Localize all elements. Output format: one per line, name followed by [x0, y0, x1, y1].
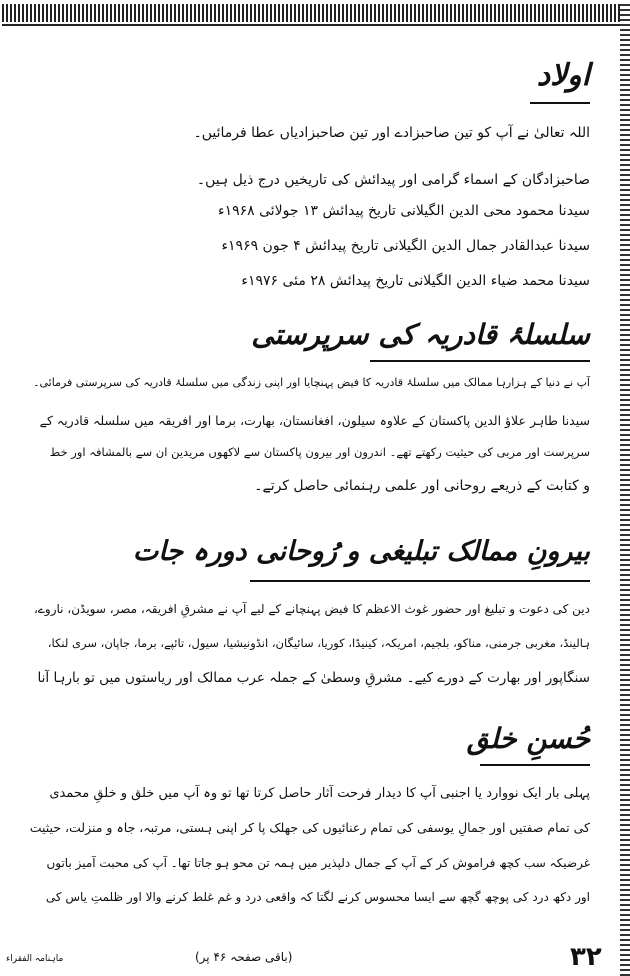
heading-text: حُسنِ خلق: [466, 722, 590, 755]
decorative-top-border: [2, 4, 628, 22]
text-line: آپ نے دنیا کے ہزارہا ممالک میں سلسلۂ قادریہ کا فیض پہنچایا اور اپنی زندگی میں سلسلۂ قادریہ کی سرپرستی فرمائی۔: [33, 376, 590, 389]
section-heading-qadri-patronage: [251, 318, 590, 351]
heading-text: بیرونِ ممالک تبلیغی و رُوحانی دورہ جات: [132, 536, 590, 567]
text-line: سنگاپور اور بھارت کے دورے کیے۔ مشرقِ وسطیٰ کے جملہ عرب ممالک اور ریاستوں میں تو بارہا آنا: [37, 670, 590, 686]
text-line: سیدنا طاہر علاؤ الدین پاکستان کے علاوہ سیلون، افغانستان، بھارت، برما اور افریقہ میں سلسلہ قادریہ کے: [39, 413, 590, 428]
text-line: سیدنا محمد ضیاء الدین الگیلانی تاریخ پیدائش ۲۸ مئی ۱۹۷۶ء: [241, 273, 590, 289]
heading-underline: [370, 360, 590, 362]
section-heading-offspring: [537, 58, 590, 93]
section-heading-good-character: [467, 722, 590, 755]
text-line: سیدنا عبدالقادر جمال الدین الگیلانی تاریخ پیدائش ۴ جون ۱۹۶۹ء: [221, 238, 590, 254]
heading-underline: [530, 102, 590, 104]
text-line: پہلی بار ایک نووارد یا اجنبی آپ کا دیدار فرحت آثار حاصل کرتا تھا تو وہ آپ میں خلق و خلقِ محمدی: [49, 786, 590, 801]
decorative-right-border: [620, 4, 630, 976]
heading-underline: [480, 764, 590, 766]
page-number: ۳۲: [570, 942, 602, 972]
section-heading-foreign-tours: [133, 536, 590, 567]
text-line: سیدنا محمود محی الدین الگیلانی تاریخ پیدائش ۱۳ جولائی ۱۹۶۸ء: [217, 203, 590, 219]
text-line: اللہ تعالیٰ نے آپ کو تین صاحبزادے اور تین صاحبزادیاں عطا فرمائیں۔: [193, 125, 590, 141]
heading-text: سلسلۂ قادریہ کی سرپرستی: [251, 318, 590, 351]
heading-underline: [250, 580, 590, 582]
text-line: اور دکھ درد کی پوچھ گچھ سے ایسا محسوس کرنے لگتا کہ واقعی درد و غم غلط کرنے والا اور ظلمتِ یاس کی: [45, 890, 590, 904]
text-line: سرپرست اور مربی کی حیثیت رکھتے تھے۔ اندرون اور بیرون پاکستان سے لاکھوں مریدین ان سے بالمشافہ اور خط: [49, 445, 590, 459]
text-line: دین کی دعوت و تبلیغ اور حضور غوث الاعظم کا فیض پہنچانے کے لیے آپ نے مشرقِ افریقہ، مصر، سویڈن، ناروے،: [34, 602, 590, 616]
text-line: و کتابت کے ذریعے روحانی اور علمی رہنمائی حاصل کرتے۔: [254, 478, 590, 494]
text-line: کی تمام صفتیں اور جمالِ یوسفی کی تمام رعنائیوں کی جھلک پا کر اپنی ہستی، مرتبہ، جاہ و منزلت، حیثیت: [29, 820, 590, 835]
text-line: ہالینڈ، مغربی جرمنی، مناکو، بلجیم، امریکہ، کینیڈا، کوریا، سائیگان، انڈونیشیا، سیول، تائپے، برما، جاپان، سری لنکا،: [47, 636, 590, 650]
text-line: صاحبزادگان کے اسماء گرامی اور پیدائش کی تاریخیں درج ذیل ہیں۔: [196, 172, 590, 188]
magazine-name: ماہنامہ الفقراء: [6, 954, 64, 964]
continued-note: (باقی صفحہ ۴۶ پر): [195, 950, 293, 964]
heading-text: اولاد: [536, 58, 590, 93]
text-line: غرضیکہ سب کچھ فراموش کر کے آپ کے جمال دلپذیر میں ہمہ تن محو ہو جاتا تھا۔ آپ کی محبت آمیز باتوں: [46, 856, 590, 870]
